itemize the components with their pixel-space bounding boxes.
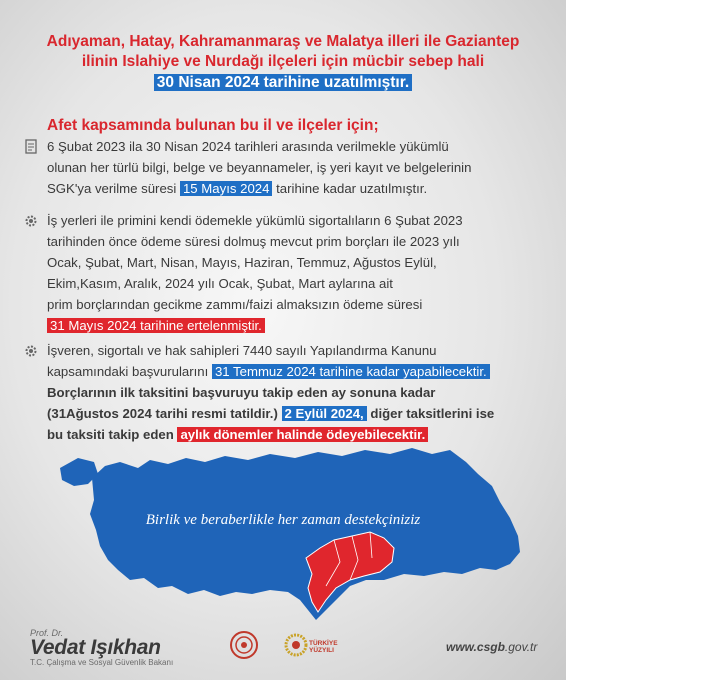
paragraph-restructuring (47, 340, 557, 445)
turkiye-yuzyili-logo-text (309, 640, 338, 654)
p1-line-3 (47, 178, 557, 199)
p2-line-1: İş yerleri ile primini kendi ödemekle yükümlü sigortalıların 6 Şubat 2023 (47, 213, 463, 228)
p3-date-highlight-2: 2 Eylül 2024, (282, 406, 367, 421)
p2-line-3: Ocak, Şubat, Mart, Nisan, Mayıs, Haziran, Temmuz, Ağustos Eylül, (47, 255, 437, 270)
gear-bullet-icon (24, 213, 38, 229)
gear-bullet-icon (24, 343, 38, 359)
p2-date-highlight: 31 Mayıs 2024 tarihine ertelenmiştir. (47, 318, 265, 333)
p1-line-1: 6 Şubat 2023 ila 30 Nisan 2024 tarihleri arasında verilmekle yükümlü (47, 139, 449, 154)
p1-line-3-pre: SGK'ya verilme süresi (47, 181, 180, 196)
p3-line-4-post: diğer taksitlerini ise (366, 406, 495, 421)
thrace-map-shape (60, 458, 98, 486)
p2-line-2: tarihinden önce ödeme süresi dolmuş mevcut prim borçları ile 2023 yılı (47, 234, 460, 249)
p3-date-highlight-1: 31 Temmuz 2024 tarihine kadar yapabilecektir. (212, 364, 490, 379)
paragraph-document-deadline (47, 136, 557, 199)
heading-line-1: Adıyaman, Hatay, Kahramanmaraş ve Malatya illeri ile Gaziantep (46, 33, 520, 50)
p3-line-1: İşveren, sigortalı ve hak sahipleri 7440 sayılı Yapılandırma Kanunu (47, 343, 437, 358)
logo-text-line-1: TÜRKİYE (309, 640, 338, 647)
minister-prefix: Prof. Dr. (30, 628, 64, 638)
p3-line-5-pre: bu taksiti takip eden (47, 427, 178, 442)
subheading: Afet kapsamında bulunan bu il ve ilçeler için; (47, 117, 379, 134)
p3-line-2-pre: kapsamındaki başvurularını (47, 364, 212, 379)
p2-line-6 (47, 315, 557, 336)
heading-line-3 (0, 73, 566, 93)
minister-signature-block (30, 628, 173, 667)
paragraph-premium-debts (47, 210, 557, 336)
p1-line-2: olunan her türlü bilgi, belge ve beyannameler, iş yeri kayıt ve belgelerinin (47, 160, 472, 175)
heading-line-2: ilinin Islahiye ve Nurdağı ilçeleri için mücbir sebep hali (81, 53, 485, 70)
p3-line-4-pre: (31Ağustos 2024 tarihi resmi tatildir.) (47, 406, 282, 421)
minister-name: Vedat Işıkhan (30, 636, 161, 659)
p1-date-highlight: 15 Mayıs 2024 (180, 181, 273, 196)
p3-date-highlight-3: aylık dönemler halinde ödeyebilecektir. (177, 427, 428, 442)
p3-line-2 (47, 361, 557, 382)
website-url[interactable] (446, 640, 537, 654)
website-url-bold: www.csgb (446, 640, 505, 654)
p2-line-4: Ekim,Kasım, Aralık, 2024 yılı Ocak, Şubat, Mart aylarına ait (47, 276, 393, 291)
heading-date-highlight: 30 Nisan 2024 tarihine uzatılmıştır. (154, 74, 412, 91)
turkey-map (0, 440, 566, 635)
slogan-text: Birlik ve beraberlikle her zaman destekçiniziz (145, 512, 421, 528)
p3-line-3: Borçlarının ilk taksitini başvuruyu takip eden ay sonuna kadar (47, 385, 436, 400)
website-url-rest: .gov.tr (504, 640, 538, 654)
minister-title: T.C. Çalışma ve Sosyal Güvenlik Bakanı (30, 658, 174, 667)
p1-line-3-post: tarihine kadar uzatılmıştır. (272, 181, 428, 196)
document-bullet-icon (24, 139, 38, 155)
p3-line-4 (47, 403, 557, 424)
ministry-emblem-icon (229, 630, 259, 660)
turkey-map-shape (90, 448, 520, 620)
logo-text-line-2: YÜZYILI (309, 647, 334, 654)
p2-line-5: prim borçlarından gecikme zammı/faizi almaksızın ödeme süresi (47, 297, 423, 312)
turkiye-yuzyili-logo-icon (284, 630, 308, 660)
